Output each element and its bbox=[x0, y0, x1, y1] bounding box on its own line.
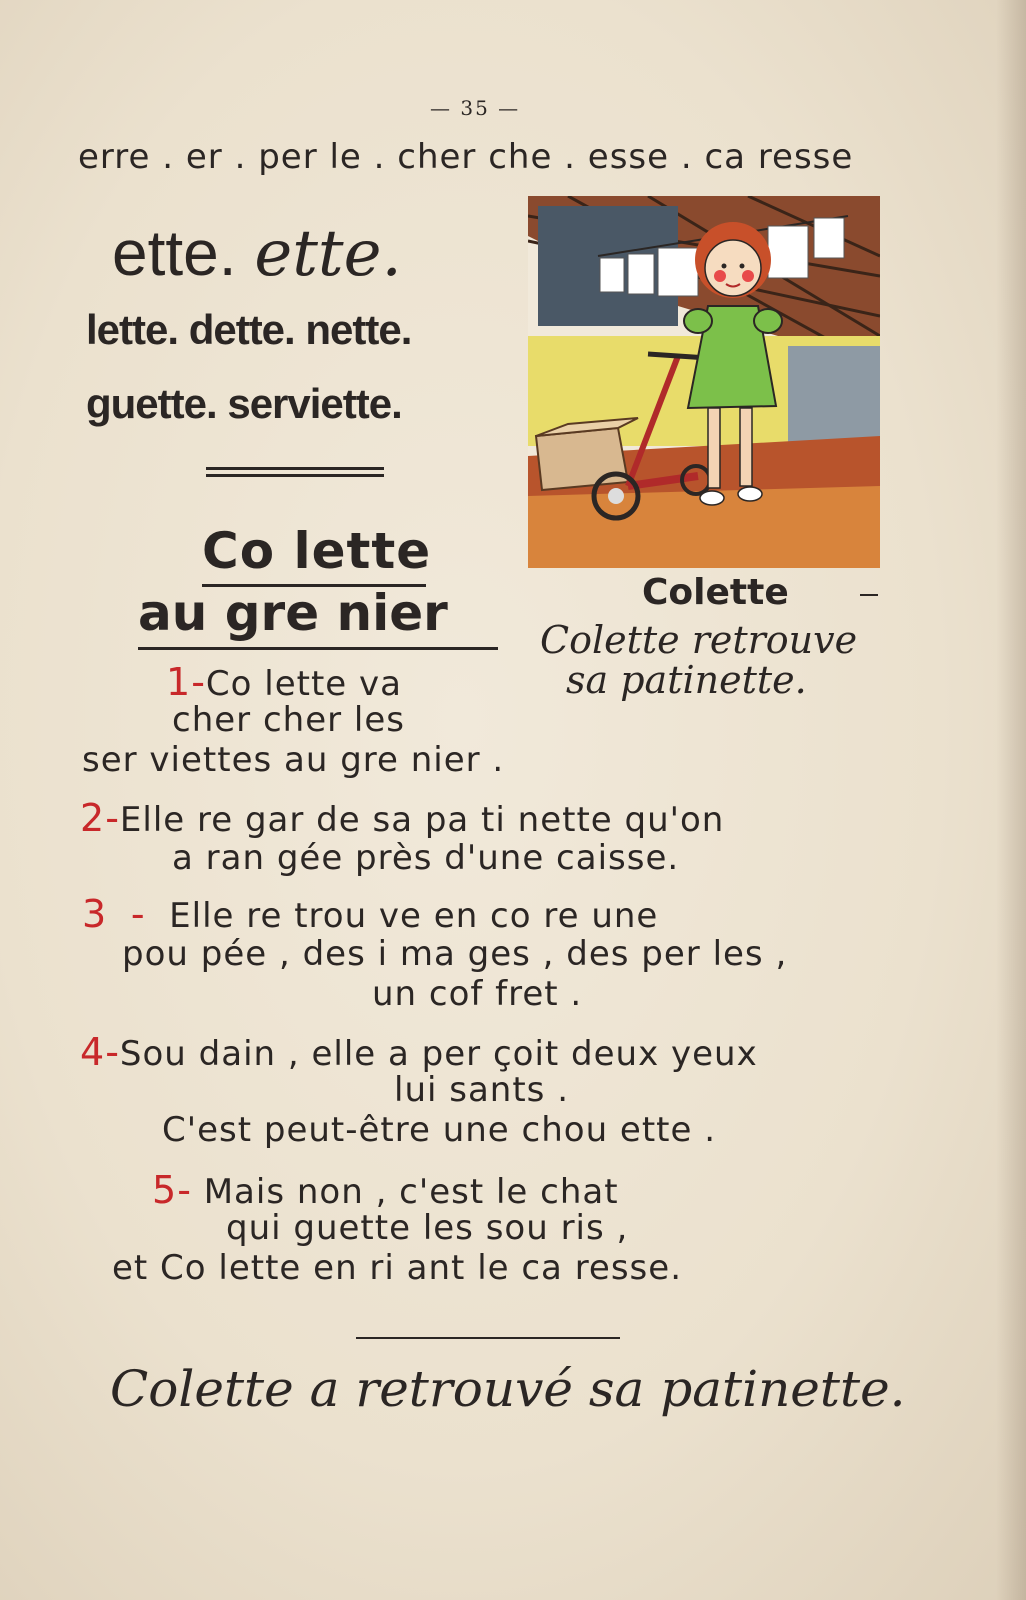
page-spine-shadow bbox=[996, 0, 1026, 1600]
paragraph-number: 5 bbox=[152, 1168, 178, 1212]
paragraph-dash: - bbox=[191, 660, 206, 704]
paragraph-text: Elle re gar de sa pa ti nette qu'on bbox=[119, 800, 725, 840]
paragraph-text: Elle re trou ve en co re une bbox=[169, 896, 659, 936]
section-divider bbox=[356, 1337, 620, 1339]
story-title-line2: au gre nier bbox=[138, 584, 448, 642]
paragraph-3-line3: un cof fret . bbox=[372, 974, 583, 1014]
paragraph-dash: - bbox=[105, 1030, 120, 1074]
paragraph-2-line1 bbox=[80, 796, 724, 840]
paragraph-3-line2: pou pée , des i ma ges , des per les , bbox=[122, 934, 788, 974]
paragraph-number: 4 bbox=[80, 1030, 106, 1074]
paragraph-number: 3 bbox=[82, 892, 108, 936]
illustration-caption-line1: Colette retrouve bbox=[540, 618, 858, 662]
page-number: — 35 — bbox=[430, 96, 521, 120]
paragraph-dash: - bbox=[130, 892, 146, 936]
heading-ette-script: ette. bbox=[254, 217, 402, 291]
paragraph-1-line2: cher cher les bbox=[172, 700, 405, 740]
paragraph-text: Sou dain , elle a per çoit deux yeux bbox=[119, 1034, 758, 1074]
paragraph-number: 2 bbox=[80, 796, 106, 840]
paragraph-4-line1 bbox=[80, 1030, 758, 1074]
illustration-caption-line2: sa patinette. bbox=[566, 658, 807, 702]
paragraph-2-line2: a ran gée près d'une caisse. bbox=[172, 838, 680, 878]
paragraph-dash: - bbox=[177, 1168, 192, 1212]
paragraph-5-line3: et Co lette en ri ant le ca resse. bbox=[112, 1248, 682, 1288]
paragraph-4-line2: lui sants . bbox=[394, 1070, 570, 1110]
paragraph-number: 1 bbox=[166, 660, 192, 704]
paragraph-4-line3: C'est peut-être une chou ette . bbox=[162, 1110, 717, 1150]
heading-row-lette: lette. dette. nette. bbox=[86, 306, 412, 353]
final-sentence: Colette a retrouvé sa patinette. bbox=[110, 1360, 906, 1418]
caption-dash bbox=[860, 594, 878, 596]
paragraph-text: Mais non , c'est le chat bbox=[203, 1172, 619, 1212]
syllable-row: erre . er . per le . cher che . esse . ca resse bbox=[78, 137, 854, 177]
paragraph-1-line3: ser viettes au gre nier . bbox=[82, 740, 505, 780]
paragraph-5-line1 bbox=[152, 1168, 619, 1212]
heading-ette-print: ette. bbox=[112, 217, 237, 289]
double-divider bbox=[206, 467, 384, 477]
colette-scooter-illustration bbox=[528, 196, 880, 568]
paragraph-5-line2: qui guette les sou ris , bbox=[226, 1208, 629, 1248]
paragraph-text: Co lette va bbox=[205, 664, 402, 704]
paragraph-3-line1 bbox=[82, 892, 658, 936]
paragraph-1-line1 bbox=[166, 660, 402, 704]
paragraph-dash: - bbox=[105, 796, 120, 840]
title-underline-2 bbox=[138, 647, 498, 650]
story-title-line1: Co lette bbox=[202, 522, 432, 580]
heading-ette bbox=[112, 216, 402, 291]
heading-row-guette: guette. serviette. bbox=[86, 380, 402, 427]
illustration-caption-name: Colette bbox=[642, 572, 789, 613]
